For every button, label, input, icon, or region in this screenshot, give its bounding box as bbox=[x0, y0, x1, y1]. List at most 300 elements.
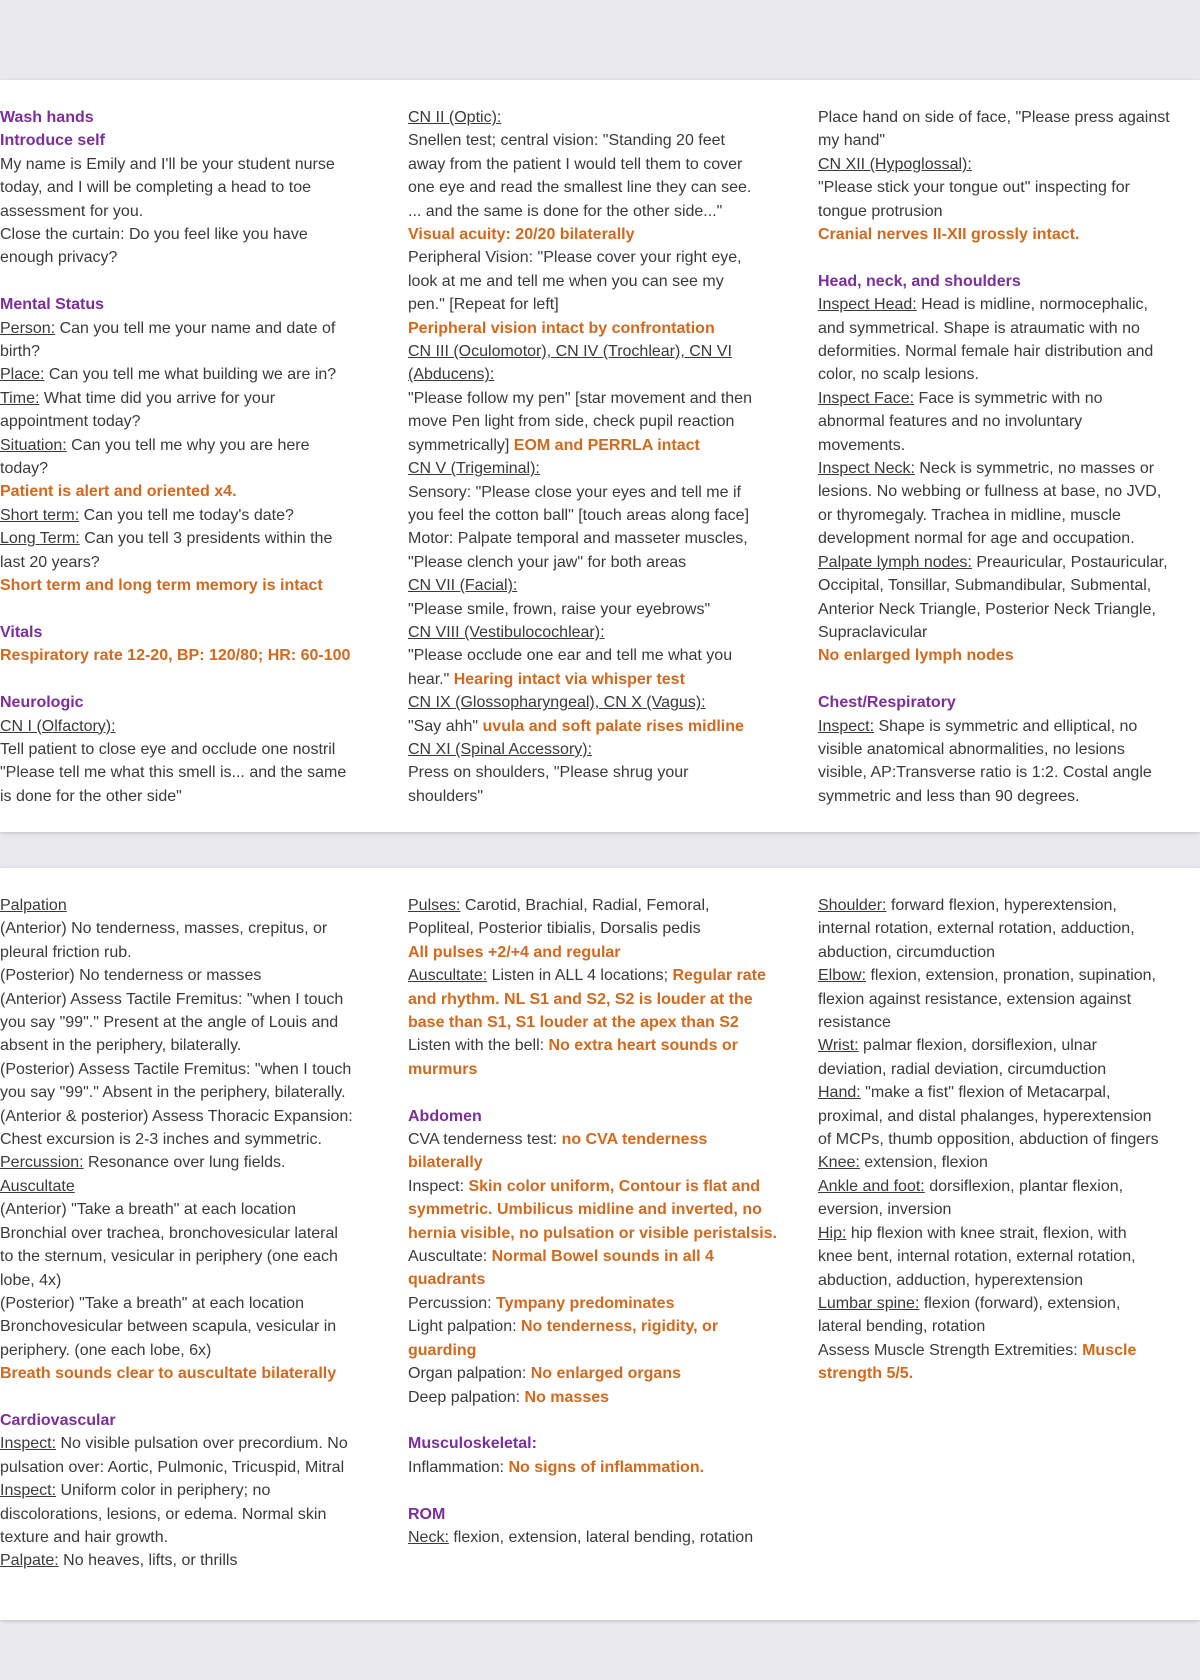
text-line bbox=[0, 1245, 386, 1268]
text-line bbox=[0, 1034, 386, 1057]
field-label: Palpate lymph nodes: bbox=[818, 553, 972, 571]
text-line bbox=[818, 785, 1200, 808]
text-line bbox=[0, 1549, 386, 1572]
text-line bbox=[408, 106, 800, 129]
field-label: Inspect Neck: bbox=[818, 460, 915, 478]
text-line bbox=[818, 1362, 1200, 1385]
body-text: resistance bbox=[818, 1014, 891, 1032]
text-line bbox=[818, 551, 1200, 574]
text-line bbox=[408, 1105, 800, 1128]
text-line bbox=[818, 410, 1200, 433]
body-text: you say "99"." Present at the angle of Louis and bbox=[0, 1014, 339, 1032]
finding-text: No enlarged organs bbox=[530, 1365, 681, 1383]
body-text: (Posterior) "Take a breath" at each location bbox=[0, 1294, 304, 1312]
text-line bbox=[408, 481, 800, 504]
body-text: pulsation over: Aortic, Pulmonic, Tricuspid, Mitral bbox=[0, 1458, 345, 1476]
body-text: visible anatomical abnormalities, no lesions bbox=[818, 740, 1125, 758]
field-label: Elbow: bbox=[818, 967, 867, 985]
body-text: appointment today? bbox=[0, 413, 141, 431]
text-line bbox=[408, 340, 800, 363]
text-line bbox=[0, 480, 386, 503]
text-line bbox=[408, 176, 800, 199]
finding-text: Hearing intact via whisper test bbox=[453, 670, 685, 688]
body-text: Shape is symmetric and elliptical, no bbox=[874, 717, 1138, 735]
text-line bbox=[0, 1198, 386, 1221]
body-text: Popliteal, Posterior tibialis, Dorsalis pedis bbox=[408, 920, 701, 938]
blank-line bbox=[818, 668, 1200, 691]
text-line bbox=[0, 1105, 386, 1128]
text-line bbox=[818, 527, 1200, 550]
field-label: CN IX (Glossopharyngeal), CN X (Vagus): bbox=[408, 694, 706, 712]
text-line bbox=[408, 200, 800, 223]
finding-text: Respiratory rate 12-20, BP: 120/80; HR: 60-100 bbox=[0, 647, 351, 665]
section-heading: Mental Status bbox=[0, 296, 105, 314]
field-label: Auscultate bbox=[0, 1177, 75, 1195]
field-label: Long Term: bbox=[0, 530, 80, 548]
finding-text: Regular rate bbox=[672, 967, 766, 985]
body-text: Uniform color in periphery; no bbox=[56, 1482, 271, 1500]
text-line bbox=[0, 691, 386, 714]
body-text: birth? bbox=[0, 343, 41, 361]
body-text: flexion (forward), extension, bbox=[919, 1294, 1121, 1312]
body-text: Auscultate: bbox=[408, 1248, 492, 1266]
field-label: CN VIII (Vestibulocochlear): bbox=[408, 623, 605, 641]
body-text: flexion, extension, lateral bending, rotation bbox=[448, 1528, 754, 1546]
column-1 bbox=[0, 106, 386, 808]
body-text: Bronchial over trachea, bronchovesicular lateral bbox=[0, 1224, 338, 1242]
field-label: CN III (Oculomotor), CN IV (Trochlear), CN VI bbox=[408, 343, 732, 361]
column-2 bbox=[408, 106, 800, 808]
text-line bbox=[408, 504, 800, 527]
body-text: No heaves, lifts, or thrills bbox=[58, 1552, 238, 1570]
text-line bbox=[408, 457, 800, 480]
body-text: "Please follow my pen" [star movement and then bbox=[408, 389, 752, 407]
text-line bbox=[818, 1105, 1200, 1128]
text-line bbox=[818, 1315, 1200, 1338]
field-label: Palpation bbox=[0, 897, 67, 914]
text-line bbox=[0, 644, 386, 667]
text-line bbox=[818, 621, 1200, 644]
text-line bbox=[0, 434, 386, 457]
finding-text: Tympany predominates bbox=[496, 1294, 675, 1312]
text-line bbox=[0, 1175, 386, 1198]
field-label: Palpate: bbox=[0, 1552, 59, 1570]
body-text: today? bbox=[0, 460, 49, 478]
body-text: Motor: Palpate temporal and masseter muscles, bbox=[408, 530, 748, 548]
field-label: CN V (Trigeminal): bbox=[408, 460, 540, 478]
text-line bbox=[408, 153, 800, 176]
body-text: Assess Muscle Strength Extremities: bbox=[818, 1341, 1083, 1359]
body-text: shoulders" bbox=[408, 787, 484, 805]
body-text: hear." bbox=[408, 670, 454, 688]
field-label: Knee: bbox=[818, 1154, 860, 1172]
body-text: hip flexion with knee strait, flexion, with bbox=[846, 1224, 1127, 1242]
finding-text: No extra heart sounds or bbox=[548, 1037, 738, 1055]
text-line bbox=[818, 200, 1200, 223]
field-label: Short term: bbox=[0, 506, 80, 524]
text-line bbox=[0, 293, 386, 316]
text-line bbox=[818, 340, 1200, 363]
section-heading: ROM bbox=[408, 1505, 446, 1523]
page-2 bbox=[0, 868, 1200, 1620]
text-line bbox=[818, 964, 1200, 987]
text-line bbox=[0, 223, 386, 246]
page-1 bbox=[0, 80, 1200, 832]
body-text: "Please clench your jaw" for both areas bbox=[408, 553, 687, 571]
text-line bbox=[818, 1128, 1200, 1151]
text-line bbox=[0, 1269, 386, 1292]
body-text: Tell patient to close eye and occlude one nostril bbox=[0, 740, 336, 758]
text-line bbox=[408, 1339, 800, 1362]
field-label: Inspect Face: bbox=[818, 389, 915, 407]
finding-text: Muscle bbox=[1082, 1341, 1137, 1359]
body-text: deformities. Normal female hair distribution and bbox=[818, 343, 1154, 361]
text-line bbox=[0, 761, 386, 784]
finding-text: symmetric. Umbilicus midline and inverted, no bbox=[408, 1201, 762, 1219]
body-text: visible, AP:Transverse ratio is 1:2. Costal angle bbox=[818, 764, 1152, 782]
text-line bbox=[0, 1362, 386, 1385]
body-text: "Please occlude one ear and tell me what you bbox=[408, 647, 733, 665]
section-heading: Introduce self bbox=[0, 132, 105, 150]
field-label: Inspect Head: bbox=[818, 296, 917, 314]
body-text: Face is symmetric with no bbox=[914, 389, 1103, 407]
field-label: Hand: bbox=[818, 1084, 861, 1102]
column-3 bbox=[818, 106, 1200, 808]
text-line bbox=[0, 988, 386, 1011]
section-heading: Wash hands bbox=[0, 109, 94, 126]
body-text: Sensory: "Please close your eyes and tell me if bbox=[408, 483, 741, 501]
body-text: Can you tell me what building we are in? bbox=[44, 366, 337, 384]
text-line bbox=[818, 598, 1200, 621]
text-line bbox=[818, 106, 1200, 129]
section-heading: Chest/Respiratory bbox=[818, 694, 956, 712]
field-label: CN XII (Hypoglossal): bbox=[818, 155, 972, 173]
text-line bbox=[408, 1432, 800, 1455]
field-label: Pulses: bbox=[408, 897, 461, 914]
text-line bbox=[818, 894, 1200, 917]
body-text: "Please tell me what this smell is... and the same bbox=[0, 764, 347, 782]
field-label: Place: bbox=[0, 366, 45, 384]
body-text: lobe, 4x) bbox=[0, 1271, 62, 1289]
text-line bbox=[408, 598, 800, 621]
finding-text: Short term and long term memory is intact bbox=[0, 577, 323, 595]
body-text: "Please smile, frown, raise your eyebrows" bbox=[408, 600, 711, 618]
body-text: periphery. (one each lobe, 6x) bbox=[0, 1341, 212, 1359]
text-line bbox=[818, 1269, 1200, 1292]
text-line bbox=[818, 644, 1200, 667]
body-text: development normal for age and occupation. bbox=[818, 530, 1135, 548]
text-line bbox=[818, 738, 1200, 761]
field-label: CN XI (Spinal Accessory): bbox=[408, 740, 593, 758]
body-text: ... and the same is done for the other side..." bbox=[408, 202, 723, 220]
body-text: last 20 years? bbox=[0, 553, 100, 571]
body-text: Percussion: bbox=[408, 1294, 497, 1312]
text-line bbox=[0, 894, 386, 917]
blank-line bbox=[408, 1409, 800, 1432]
text-line bbox=[408, 988, 800, 1011]
finding-text: strength 5/5. bbox=[818, 1365, 914, 1383]
text-line bbox=[818, 941, 1200, 964]
body-text: flexion, extension, pronation, supination, bbox=[866, 967, 1156, 985]
text-line bbox=[818, 1245, 1200, 1268]
finding-text: Normal Bowel sounds in all 4 bbox=[491, 1248, 714, 1266]
finding-text: EOM and PERRLA intact bbox=[513, 436, 700, 454]
finding-text: All pulses +2/+4 and regular bbox=[408, 943, 621, 961]
text-line bbox=[408, 246, 800, 269]
body-text: Listen in ALL 4 locations; bbox=[487, 967, 673, 985]
body-text: color, no scalp lesions. bbox=[818, 366, 979, 384]
body-text: away from the patient I would tell them to cover bbox=[408, 155, 743, 173]
field-label: Person: bbox=[0, 319, 56, 337]
finding-text: murmurs bbox=[408, 1060, 478, 1078]
text-line bbox=[408, 1526, 800, 1549]
text-line bbox=[818, 1081, 1200, 1104]
text-line bbox=[0, 1315, 386, 1338]
body-text: move Pen light from side, check pupil reaction bbox=[408, 413, 735, 431]
body-text: assessment for you. bbox=[0, 202, 144, 220]
body-text: Snellen test; central vision: "Standing 20 feet bbox=[408, 132, 725, 150]
text-line bbox=[0, 1409, 386, 1432]
text-line bbox=[408, 1011, 800, 1034]
finding-text: No signs of inflammation. bbox=[508, 1458, 705, 1476]
body-text: Chest excursion is 2-3 inches and symmetric. bbox=[0, 1131, 322, 1149]
text-line bbox=[408, 1362, 800, 1385]
body-text: movements. bbox=[818, 436, 906, 454]
text-line bbox=[0, 574, 386, 597]
text-line bbox=[0, 246, 386, 269]
body-text: today, and I will be completing a head to toe bbox=[0, 179, 312, 197]
field-label: Inspect: bbox=[818, 717, 875, 735]
body-text: (Anterior & posterior) Assess Thoracic Expansion: bbox=[0, 1107, 353, 1125]
text-line bbox=[408, 761, 800, 784]
body-text: abduction, adduction, hyperextension bbox=[818, 1271, 1084, 1289]
text-line bbox=[408, 1268, 800, 1291]
finding-text: Visual acuity: 20/20 bilaterally bbox=[408, 226, 635, 244]
field-label: CN II (Optic): bbox=[408, 109, 502, 126]
body-text: to the sternum, vesicular in periphery (one each bbox=[0, 1248, 338, 1266]
section-heading: Cardiovascular bbox=[0, 1411, 116, 1429]
body-text: eversion, inversion bbox=[818, 1201, 952, 1219]
text-line bbox=[0, 317, 386, 340]
text-line bbox=[818, 270, 1200, 293]
body-text: Close the curtain: Do you feel like you have bbox=[0, 226, 308, 244]
field-label: CN VII (Facial): bbox=[408, 577, 518, 595]
text-line bbox=[818, 317, 1200, 340]
body-text: Bronchovesicular between scapula, vesicular in bbox=[0, 1318, 337, 1336]
text-line bbox=[0, 738, 386, 761]
body-text: you say "99"." Absent in the periphery, bilaterally. bbox=[0, 1084, 346, 1102]
text-line bbox=[408, 941, 800, 964]
finding-text: Breath sounds clear to auscultate bilaterally bbox=[0, 1365, 337, 1383]
text-line bbox=[408, 894, 800, 917]
text-line bbox=[818, 457, 1200, 480]
column-3 bbox=[818, 894, 1200, 1386]
text-line bbox=[408, 1128, 800, 1151]
text-line bbox=[818, 176, 1200, 199]
body-text: you feel the cotton ball" [touch areas along face] bbox=[408, 506, 750, 524]
section-heading: Vitals bbox=[0, 623, 43, 641]
body-text: pen." [Repeat for left] bbox=[408, 296, 559, 314]
section-heading: Abdomen bbox=[408, 1107, 482, 1125]
body-text: Resonance over lung fields. bbox=[83, 1154, 286, 1172]
body-text: abnormal features and no involuntary bbox=[818, 413, 1083, 431]
text-line bbox=[408, 1503, 800, 1526]
text-line bbox=[408, 527, 800, 550]
finding-text: and rhythm. NL S1 and S2, S2 is louder at the bbox=[408, 990, 753, 1008]
text-line bbox=[0, 1339, 386, 1362]
text-line bbox=[0, 1128, 386, 1151]
text-line bbox=[408, 1058, 800, 1081]
body-text: my hand" bbox=[818, 132, 886, 150]
text-line bbox=[0, 1081, 386, 1104]
text-line bbox=[818, 917, 1200, 940]
text-line bbox=[818, 1011, 1200, 1034]
text-line bbox=[0, 410, 386, 433]
body-text: Press on shoulders, "Please shrug your bbox=[408, 764, 689, 782]
field-label: Percussion: bbox=[0, 1154, 84, 1172]
text-line bbox=[408, 317, 800, 340]
text-line bbox=[0, 504, 386, 527]
text-line bbox=[818, 387, 1200, 410]
text-line bbox=[818, 1151, 1200, 1174]
body-text: Inspect: bbox=[408, 1177, 469, 1195]
finding-text: bilaterally bbox=[408, 1154, 483, 1172]
text-line bbox=[818, 504, 1200, 527]
field-label: Neck: bbox=[408, 1528, 449, 1546]
body-text: pleural friction rub. bbox=[0, 943, 132, 961]
text-line bbox=[408, 621, 800, 644]
text-line bbox=[408, 1034, 800, 1057]
blank-line bbox=[0, 598, 386, 621]
body-text: What time did you arrive for your bbox=[39, 389, 276, 407]
text-line bbox=[0, 551, 386, 574]
finding-text: base than S1, S1 louder at the apex than S2 bbox=[408, 1014, 739, 1032]
body-text: (Posterior) Assess Tactile Fremitus: "when I touch bbox=[0, 1060, 352, 1078]
field-label: Wrist: bbox=[818, 1037, 859, 1055]
body-text: Listen with the bell: bbox=[408, 1037, 549, 1055]
field-label: Shoulder: bbox=[818, 897, 887, 914]
body-text: Neck is symmetric, no masses or bbox=[914, 460, 1155, 478]
text-line bbox=[818, 153, 1200, 176]
text-line bbox=[818, 1175, 1200, 1198]
blank-line bbox=[818, 246, 1200, 269]
field-label: CN I (Olfactory): bbox=[0, 717, 116, 735]
column-2 bbox=[408, 894, 800, 1549]
text-line bbox=[818, 1034, 1200, 1057]
text-line bbox=[408, 1151, 800, 1174]
body-text: Can you tell me why you are here bbox=[66, 436, 310, 454]
text-line bbox=[0, 917, 386, 940]
text-line bbox=[408, 1198, 800, 1221]
finding-text: No tenderness, rigidity, or bbox=[520, 1318, 719, 1336]
field-label: Auscultate: bbox=[408, 967, 488, 985]
text-line bbox=[408, 715, 800, 738]
text-line bbox=[408, 917, 800, 940]
body-text: Light palpation: bbox=[408, 1318, 521, 1336]
field-label: Ankle and foot: bbox=[818, 1177, 925, 1195]
text-line bbox=[0, 621, 386, 644]
text-line bbox=[408, 387, 800, 410]
body-text: knee bent, internal rotation, external rotation, bbox=[818, 1248, 1136, 1266]
field-label: Hip: bbox=[818, 1224, 847, 1242]
text-line bbox=[408, 434, 800, 457]
text-line bbox=[818, 988, 1200, 1011]
text-line bbox=[818, 691, 1200, 714]
body-text: texture and hair growth. bbox=[0, 1528, 169, 1546]
body-text: Occipital, Tonsillar, Submandibular, Submental, bbox=[818, 577, 1152, 595]
body-text: Can you tell me your name and date of bbox=[55, 319, 336, 337]
text-line bbox=[408, 1456, 800, 1479]
body-text: Inflammation: bbox=[408, 1458, 509, 1476]
text-line bbox=[818, 129, 1200, 152]
finding-text: Skin color uniform, Contour is flat and bbox=[468, 1177, 761, 1195]
text-line bbox=[0, 1503, 386, 1526]
blank-line bbox=[0, 270, 386, 293]
text-line bbox=[818, 715, 1200, 738]
text-line bbox=[408, 738, 800, 761]
text-line bbox=[0, 964, 386, 987]
body-text: deviation, radial deviation, circumduction bbox=[818, 1060, 1107, 1078]
text-line bbox=[408, 574, 800, 597]
body-text: absent in the periphery, bilaterally. bbox=[0, 1037, 242, 1055]
text-line bbox=[408, 363, 800, 386]
body-text: "Say ahh" bbox=[408, 717, 483, 735]
finding-text: Peripheral vision intact by confrontation bbox=[408, 319, 715, 337]
text-line bbox=[818, 1058, 1200, 1081]
text-line bbox=[0, 1479, 386, 1502]
text-line bbox=[408, 410, 800, 433]
text-line bbox=[818, 1292, 1200, 1315]
text-line bbox=[408, 644, 800, 667]
field-label: (Abducens): bbox=[408, 366, 495, 384]
text-line bbox=[818, 434, 1200, 457]
text-line bbox=[0, 153, 386, 176]
body-text: symmetric and less than 90 degrees. bbox=[818, 787, 1080, 805]
text-line bbox=[818, 223, 1200, 246]
finding-text: uvula and soft palate rises midline bbox=[482, 717, 744, 735]
finding-text: Patient is alert and oriented x4. bbox=[0, 483, 237, 501]
text-line bbox=[0, 457, 386, 480]
finding-text: guarding bbox=[408, 1341, 477, 1359]
text-line bbox=[818, 761, 1200, 784]
body-text: Can you tell me today's date? bbox=[79, 506, 294, 524]
section-heading: Head, neck, and shoulders bbox=[818, 272, 1021, 290]
text-line bbox=[818, 293, 1200, 316]
body-text: lesions. No webbing or fullness at base, no JVD, bbox=[818, 483, 1162, 501]
text-line bbox=[0, 363, 386, 386]
text-line bbox=[0, 1432, 386, 1455]
body-text: abduction, circumduction bbox=[818, 943, 995, 961]
body-text: My name is Emily and I'll be your student nurse bbox=[0, 155, 335, 173]
body-text: enough privacy? bbox=[0, 249, 118, 267]
text-line bbox=[408, 668, 800, 691]
text-line bbox=[818, 574, 1200, 597]
body-text: "make a fist" flexion of Metacarpal, bbox=[860, 1084, 1111, 1102]
text-line bbox=[0, 387, 386, 410]
body-text: and symmetrical. Shape is atraumatic with no bbox=[818, 319, 1140, 337]
text-line bbox=[0, 527, 386, 550]
body-text: "Please stick your tongue out" inspecting for bbox=[818, 179, 1130, 197]
body-text: look at me and tell me when you can see my bbox=[408, 272, 724, 290]
text-line bbox=[408, 129, 800, 152]
text-line bbox=[0, 1456, 386, 1479]
field-label: Time: bbox=[0, 389, 40, 407]
text-line bbox=[0, 1151, 386, 1174]
text-line bbox=[408, 1386, 800, 1409]
text-line bbox=[0, 785, 386, 808]
text-line bbox=[818, 480, 1200, 503]
finding-text: hernia visible, no pulsation or visible peristalsis. bbox=[408, 1224, 777, 1242]
